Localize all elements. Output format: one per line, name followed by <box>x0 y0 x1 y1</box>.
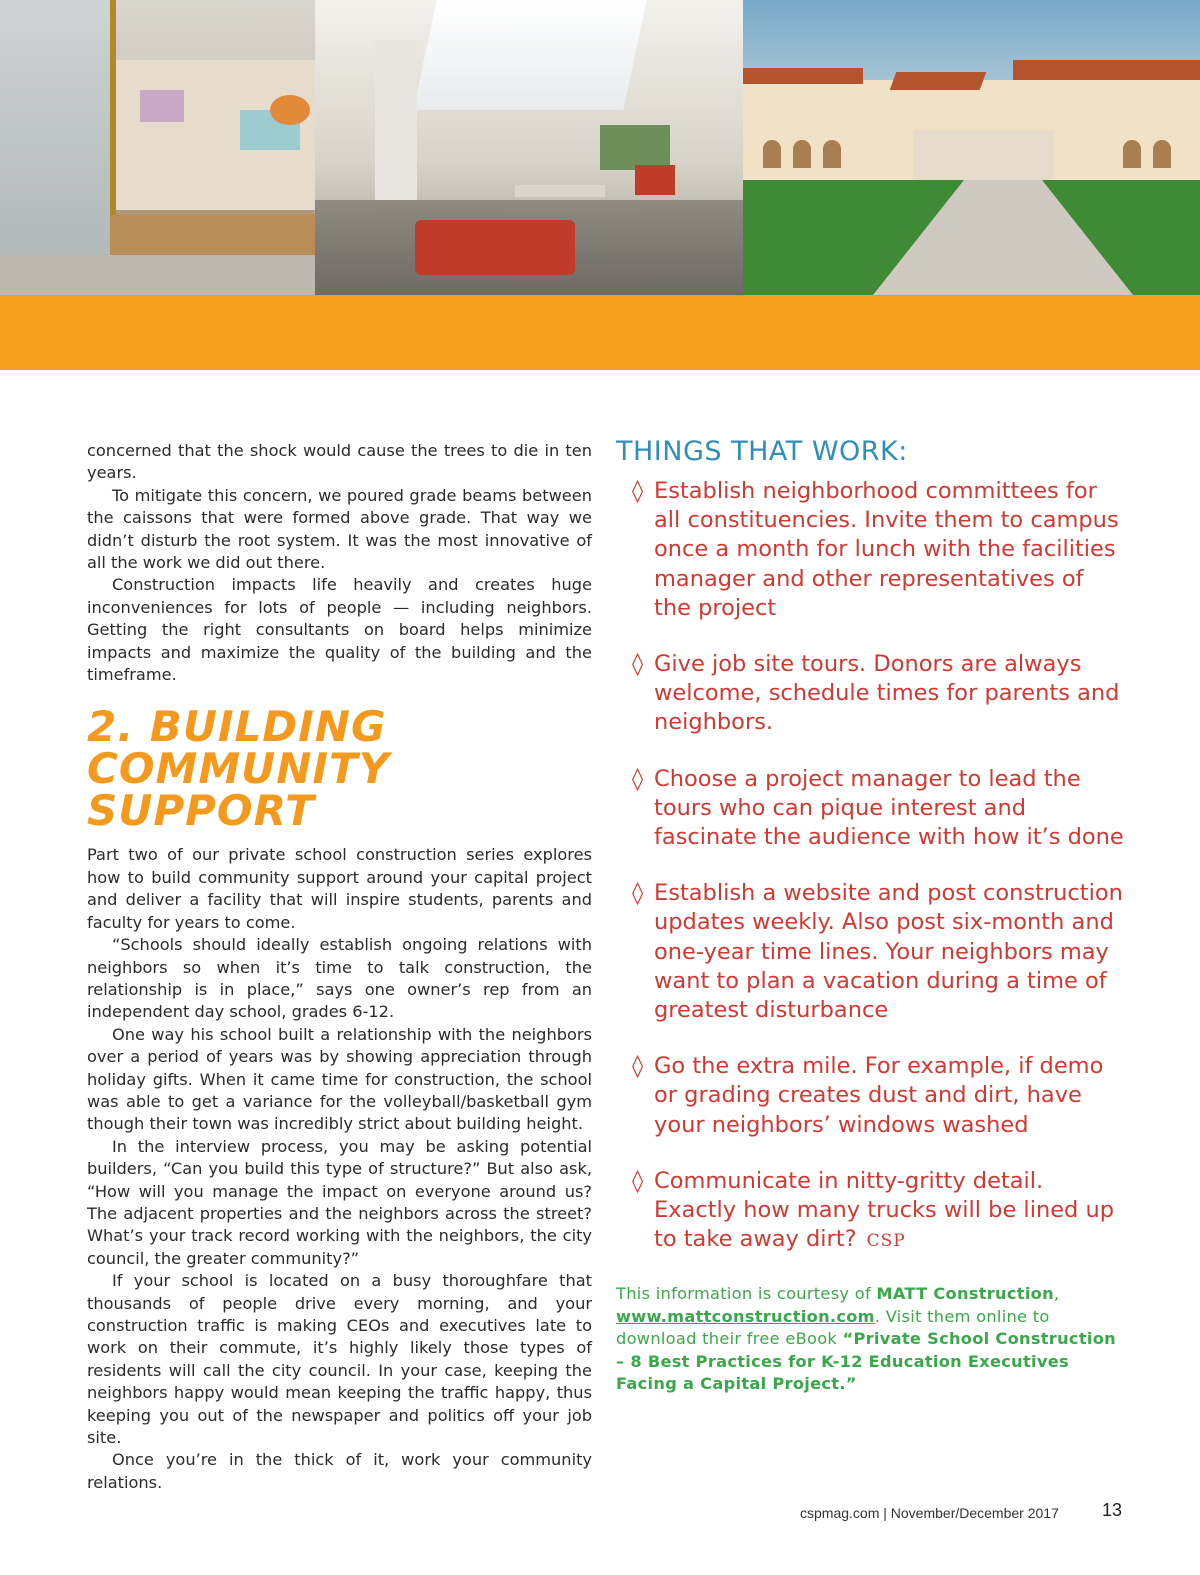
credit-company: MATT Construction <box>876 1284 1054 1304</box>
tip-text: Choose a project manager to lead the tours who can pique interest and fascinate the audience with how it’s done <box>654 765 1124 851</box>
tip-text: Communicate in nitty-gritty detail. Exactly how many trucks will be lined up to take away dirt? <box>654 1167 1115 1253</box>
article-paragraph: Part two of our private school construction series explores how to build community support around your capital project and deliver a facility that will inspire students, parents and faculty for years to come. <box>87 845 592 932</box>
diamond-bullet-icon: ◊ <box>632 478 644 504</box>
tip-text: Go the extra mile. For example, if demo or grading creates dust and dirt, have your neighbors’ windows washed <box>654 1053 1104 1138</box>
page-number: 13 <box>1102 1500 1123 1520</box>
sidebar-heading: THINGS THAT WORK: <box>616 436 908 467</box>
credit-comma: , <box>1053 1284 1060 1304</box>
credit-prefix: This information is courtesy of <box>616 1284 877 1304</box>
article-paragraph: To mitigate this concern, we poured grade beams between the caissons that were formed above grade. That way we didn’t disturb the root system. It was the most innovative of all the work we did out there. <box>87 485 592 573</box>
section-heading <box>87 702 592 836</box>
header-photo-strip <box>0 0 1200 295</box>
end-mark: CSP <box>866 1231 906 1252</box>
tip-text: Give job site tours. Donors are always welcome, schedule times for parents and neighbors. <box>654 651 1120 736</box>
tip-item <box>616 650 1126 738</box>
article-paragraph: Construction impacts life heavily and creates huge inconveniences for lots of people — including neighbors. Getting the right consultants on board helps minimize impacts and maximize the quality of the building and the timeframe. <box>87 575 592 685</box>
tip-item <box>616 1052 1126 1140</box>
article-paragraph: Once you’re in the thick of it, work your community relations. <box>87 1450 592 1492</box>
article-paragraph: One way his school built a relationship with the neighbors over a period of years was by showing appreciation through holiday gifts. When it came time for construction, the school was able to get a variance for the volleyball/basketball gym though their town was incredibly strict about building height. <box>87 1024 592 1134</box>
credit-ebook-title: “Private School Construction – 8 Best Practices for K-12 Education Executives Facing a Capital Project.” <box>616 1329 1116 1394</box>
tips-list <box>616 477 1126 1256</box>
section-heading-line: COMMUNITY SUPPORT <box>87 744 391 836</box>
student-lounge-photo <box>315 0 743 295</box>
tip-item <box>616 765 1126 853</box>
diamond-bullet-icon: ◊ <box>632 651 644 678</box>
art-classroom-photo <box>0 0 315 295</box>
section-heading-line: 2. BUILDING <box>87 702 387 752</box>
things-that-work-sidebar <box>616 436 1126 1396</box>
diamond-bullet-icon: ◊ <box>632 880 644 907</box>
tip-text: Establish a website and post construction updates weekly. Also post six-month and one-year time lines. Your neighbors may want to plan a vacation during a time of greatest disturbance <box>654 880 1123 1024</box>
tip-text: Establish neighborhood committees for all constituencies. Invite them to campus once a month for lunch with the facilities manager and other representatives of the project <box>654 478 1119 621</box>
diamond-bullet-icon: ◊ <box>632 1167 644 1194</box>
page-footer <box>800 1500 1130 1528</box>
diamond-bullet-icon: ◊ <box>632 765 644 792</box>
tip-item <box>616 477 1126 623</box>
diamond-bullet-icon: ◊ <box>632 1053 644 1080</box>
credit-middle: . Visit them online to download their free eBook <box>616 1306 1050 1349</box>
footer-site-date: cspmag.com | November/December 2017 <box>800 1505 1059 1521</box>
article-paragraph: “Schools should ideally establish ongoing relations with neighbors so when it’s time to talk construction, the relationship is in place,” says one owner’s rep from an independent day school, grades 6-12. <box>87 935 592 1022</box>
credit-url-link[interactable]: www.mattconstruction.com <box>616 1306 875 1326</box>
campus-courtyard-photo <box>743 0 1200 295</box>
tip-item <box>616 1167 1126 1257</box>
article-paragraph: If your school is located on a busy thoroughfare that thousands of people drive every morning, and your construction traffic is making CEOs and executives late to work on their commute, it’s highly likely those types of residents will call the city council. In your case, keeping the neighbors happy would mean keeping the traffic happy, thus keeping you out of the newspaper and politics off your job site. <box>87 1271 592 1448</box>
article-paragraph: concerned that the shock would cause the trees to die in ten years. <box>87 441 592 483</box>
tip-item <box>616 879 1126 1025</box>
courtesy-credit <box>616 1283 1126 1395</box>
orange-accent-band <box>0 295 1200 370</box>
article-paragraph: In the interview process, you may be asking potential builders, “Can you build this type of structure?” But also ask, “How will you manage the impact on everyone around us? The adjacent properties and the neighbors across the street? What’s your track record working with the neighbors, the city council, the greater community?” <box>87 1136 592 1268</box>
article-column <box>87 440 592 1494</box>
